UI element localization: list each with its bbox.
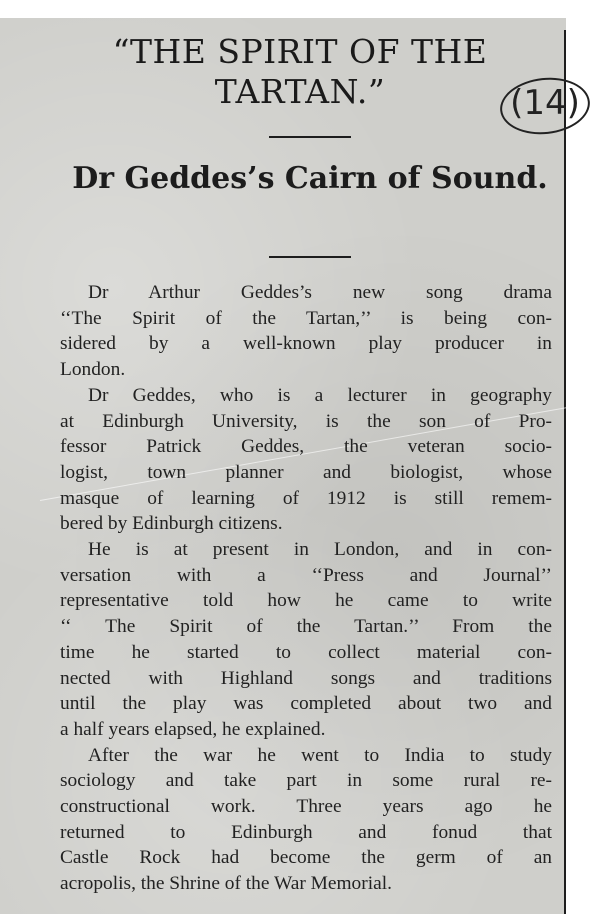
text-line: nected with Highland songs and traditions	[60, 667, 552, 689]
text-line: until the play was completed about two and	[60, 693, 552, 715]
text-line: constructional work. Three years ago he	[60, 796, 552, 818]
text-line: He is at present in London, and in con-	[88, 539, 552, 561]
text-line: fessor Patrick Geddes, the veteran socio-	[60, 436, 552, 458]
text-line: After the war he went to India to study	[88, 744, 552, 766]
handwritten-page-number: (14)	[510, 83, 580, 123]
headline-divider	[269, 136, 351, 138]
text-line: representative told how he came to write	[60, 590, 552, 612]
paragraph-3	[60, 537, 552, 743]
text-line: at Edinburgh University, is the son of Pro-	[60, 410, 552, 432]
text-line: sociology and take part in some rural re-	[60, 770, 552, 792]
paragraph-1	[60, 280, 552, 383]
text-line: acropolis, the Shrine of the War Memorial.	[60, 873, 392, 895]
text-line: returned to Edinburgh and fonud that	[60, 821, 552, 843]
text-line: ‘‘The Spirit of the Tartan,’’ is being con-	[60, 307, 552, 329]
text-line: Dr Geddes, who is a lecturer in geography	[88, 384, 552, 406]
subheading-divider	[269, 256, 351, 258]
text-line: Castle Rock had become the germ of an	[60, 847, 552, 869]
text-line: masque of learning of 1912 is still remem-	[60, 487, 552, 509]
text-line: London.	[60, 359, 126, 381]
article-subheading: Dr Geddes’s Cairn of Sound.	[72, 161, 548, 196]
article-body	[60, 280, 552, 897]
paragraph-4	[60, 743, 552, 897]
text-line: ‘‘ The Spirit of the Tartan.’’ From the	[60, 616, 552, 638]
text-line: bered by Edinburgh citizens.	[60, 513, 283, 535]
paragraph-2	[60, 383, 552, 537]
text-line: a half years elapsed, he explained.	[60, 718, 326, 740]
text-line: time he started to collect material con-	[60, 641, 552, 663]
text-line: sidered by a well-known play producer in	[60, 333, 552, 355]
text-line: Dr Arthur Geddes’s new song drama	[88, 282, 552, 303]
column-rule	[564, 30, 566, 914]
text-line: versation with a ‘‘Press and Journal’’	[60, 564, 552, 586]
text-line: logist, town planner and biologist, whose	[60, 461, 552, 483]
article-headline: “THE SPIRIT OF THE TARTAN.”	[112, 32, 488, 111]
